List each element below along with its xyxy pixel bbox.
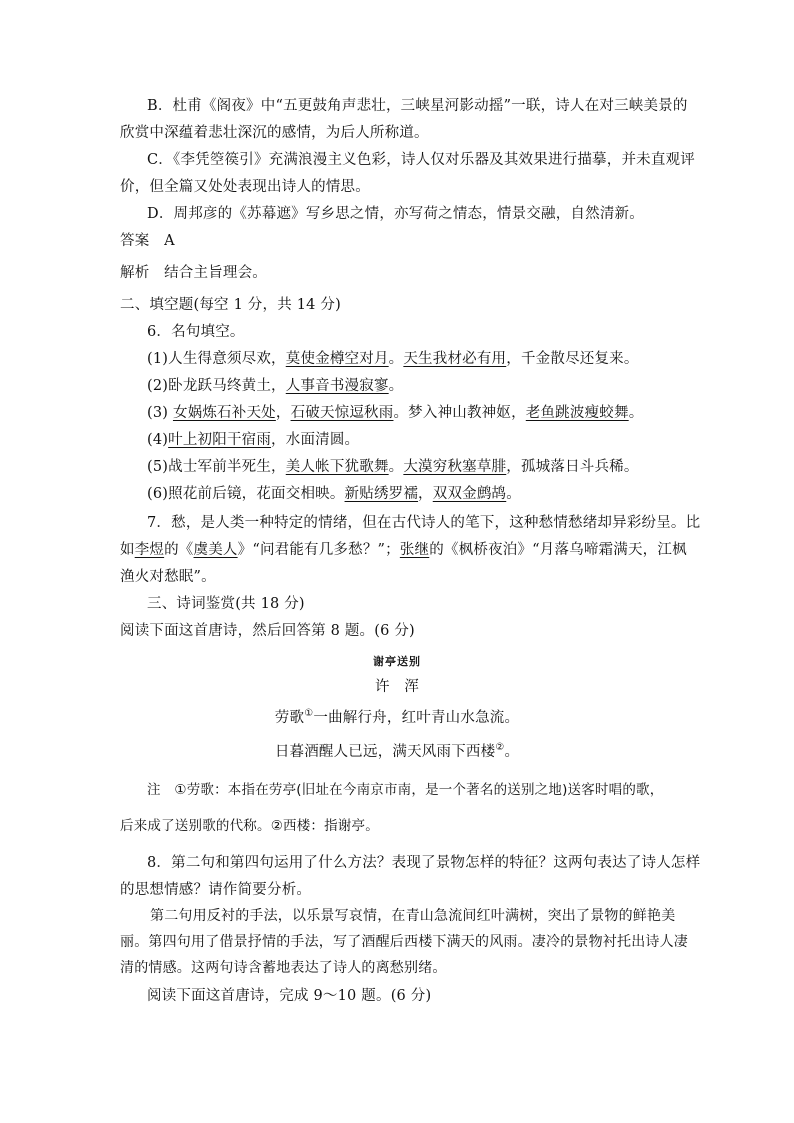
note-marker: ② (495, 742, 505, 754)
fill-answer: 天生我材必有用 (403, 351, 507, 367)
q8-answer-line1: 第二句用反衬的手法，以乐景写哀情，在青山急流间红叶满树，突出了景物的鲜艳美 (150, 908, 676, 924)
q6-item-3: (3) 女娲炼石补天处，石破天惊逗秋雨。梦入神山教神妪，老鱼跳波瘦蛟舞。 (147, 405, 644, 421)
fill-answer: 美人帐下犹歌舞 (285, 459, 389, 475)
analysis-line: 解析 结合主旨理会。 (120, 265, 267, 281)
q6-item-5: (5)战士军前半死生，美人帐下犹歌舞。大漠穷秋塞草腓，孤城落日斗兵稀。 (147, 459, 639, 475)
answer-line: 答案 A (120, 233, 175, 249)
option-c-line1: C．《李凭箜篌引》充满浪漫主义色彩，诗人仅对乐器及其效果进行描摹，并未直观评 (147, 152, 695, 168)
poem-line-1: 劳歌①一曲解行舟，红叶青山水急流。 (274, 708, 520, 726)
q6-prompt: 6．名句填空。 (147, 324, 245, 340)
q8-line1: 8．第二句和第四句运用了什么方法？表现了景物怎样的特征？这两句表达了诗人怎样 (147, 855, 701, 871)
fill-answer: 老鱼跳波瘦蛟舞 (525, 405, 629, 421)
poem-author: 许 浑 (374, 679, 420, 695)
option-d: D．周邦彦的《苏幕遮》写乡思之情，亦写荷之情态，情景交融，自然清新。 (147, 206, 644, 222)
fill-answer: 人事音书漫寂寥 (285, 378, 389, 394)
q6-item-1: (1)人生得意须尽欢，莫使金樽空对月。天生我材必有用，千金散尽还复来。 (147, 351, 639, 367)
option-b-line1: B．杜甫《阁夜》中“五更鼓角声悲壮，三峡星河影动摇”一联，诗人在对三峡美景的 (147, 98, 688, 114)
q6-item-6: (6)照花前后镜，花面交相映。新贴绣罗襦，双双金鹧鸪。 (147, 486, 521, 502)
fill-answer: 大漠穷秋塞草腓 (403, 459, 507, 475)
fill-answer: 莫使金樽空对月 (285, 351, 389, 367)
q6-item-2: (2)卧龙跃马终黄土，人事音书漫寂寥。 (147, 378, 404, 394)
note-marker: ① (304, 708, 314, 720)
poem-note-line1: 注 ①劳歌：本指在劳亭(旧址在今南京市南，是一个著名的送别之地)送客时唱的歌， (147, 782, 664, 798)
fill-answer: 石破天惊逗秋雨 (290, 405, 394, 421)
section3-intro2: 阅读下面这首唐诗，完成 9～10 题。(6 分) (147, 988, 432, 1004)
q8-answer-line3: 清的情感。这两句诗含蓄地表达了诗人的离愁别绪。 (120, 960, 447, 976)
section3-intro: 阅读下面这首唐诗，然后回答第 8 题。(6 分) (120, 623, 415, 639)
q8-answer-line2: 丽。第四句用了借景抒情的手法，写了酒醒后西楼下满天的风雨。凄冷的景物衬托出诗人凄 (120, 934, 688, 950)
option-c-line2: 价，但全篇又处处表现出诗人的情思。 (120, 179, 370, 195)
fill-answer: 张继 (399, 542, 430, 558)
fill-answer: 虞美人 (193, 542, 238, 558)
option-b-line2: 欣赏中深蕴着悲壮深沉的感情，为后人所称道。 (120, 125, 429, 141)
section3-title: 三、诗词鉴赏(共 18 分) (147, 596, 305, 612)
fill-answer: 新贴绣罗襦 (344, 486, 419, 502)
fill-answer: 李煜 (134, 542, 165, 558)
fill-answer: 女娲炼石补天处 (172, 405, 276, 421)
q8-line2: 的思想情感？请作简要分析。 (120, 882, 312, 898)
q6-item-4: (4)叶上初阳干宿雨，水面清圆。 (147, 432, 360, 448)
poem-note-line2: 后来成了送别歌的代称。②西楼：指谢亭。 (120, 818, 379, 834)
section2-title: 二、填空题(每空 1 分，共 14 分) (120, 297, 341, 313)
q7-line2: 如李煜的《虞美人》“问君能有几多愁？”；张继的《枫桥夜泊》“月落乌啼霜满天，江枫 (120, 542, 687, 558)
fill-answer: 叶上初阳干宿雨 (168, 432, 272, 448)
q7-line3: 渔火对愁眠”。 (120, 569, 216, 585)
q7-line1: 7．愁，是人类一种特定的情绪，但在古代诗人的笔下，这种愁情愁绪却异彩纷呈。比 (147, 515, 701, 531)
poem-title: 谢亭送别 (373, 655, 421, 668)
poem-line-2: 日暮酒醒人已远，满天风雨下西楼②。 (274, 742, 520, 760)
fill-answer: 双双金鹧鸪 (432, 486, 507, 502)
